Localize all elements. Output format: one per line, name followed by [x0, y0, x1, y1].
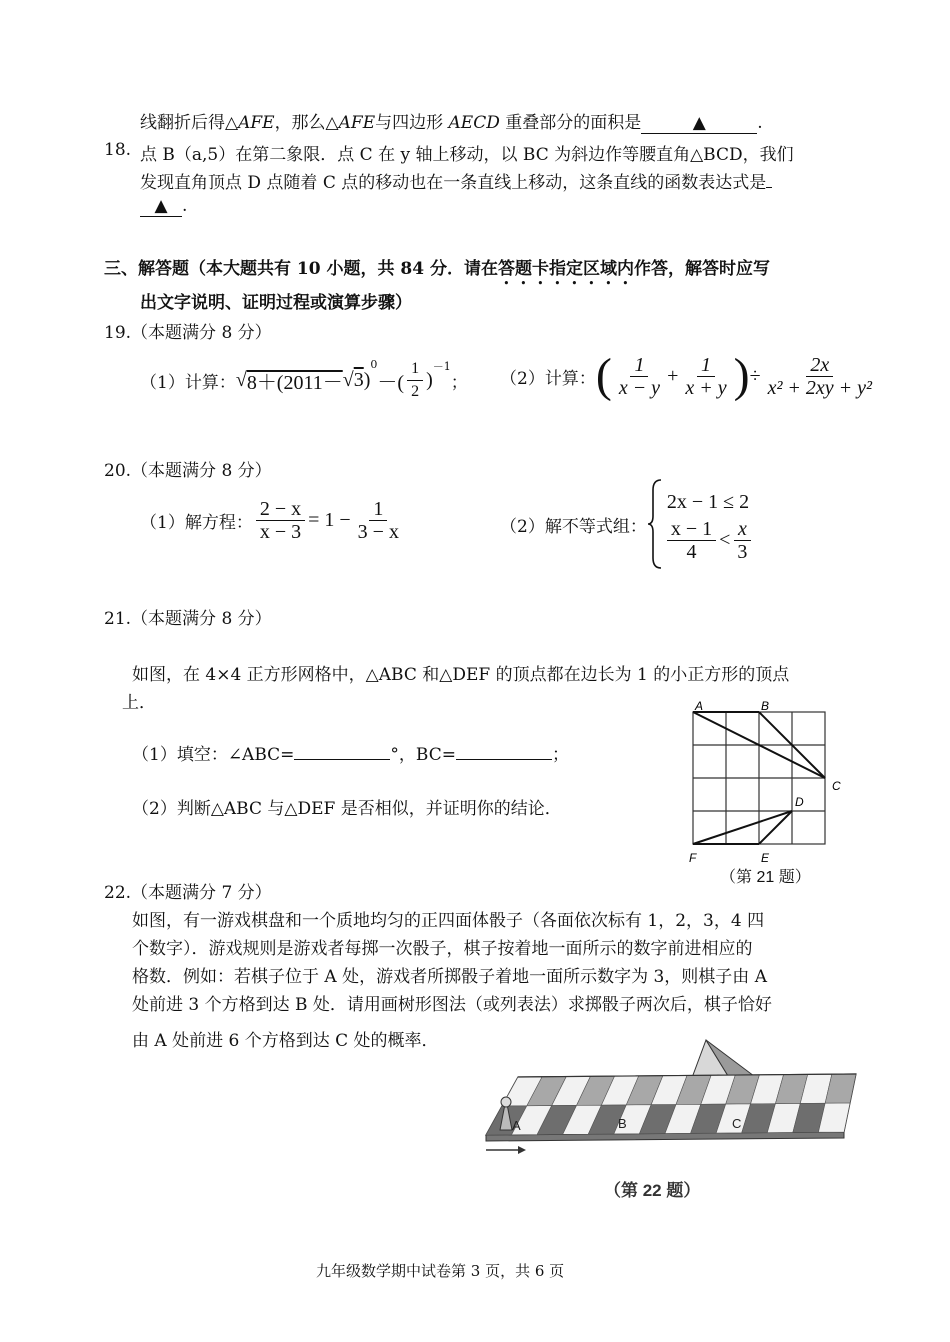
q20-p1-f2-num: 1: [369, 498, 387, 521]
q18-number: 18.: [104, 140, 132, 160]
q20-p2-g-num: x: [734, 518, 751, 541]
section-3-title-a: 三、解答题（本大题共有 10 小题，共 84 分．请在: [104, 259, 498, 279]
q20-p2-ineq-2: [667, 518, 755, 563]
q18-line-1: 点 B（a,5）在第二象限．点 C 在 y 轴上移动，以 BC 为斜边作等腰直角△BCD，我们: [140, 145, 794, 165]
q22-game-board-figure: [478, 1032, 858, 1162]
q19-p1-half: [407, 358, 423, 403]
q21-grid-figure: [685, 700, 845, 868]
q21-label-b: B: [761, 700, 770, 713]
q19-p1-label: （1）计算：: [140, 373, 236, 393]
q21-angle-blank: [294, 759, 390, 760]
q19-p2-f2-num: 1: [697, 354, 715, 377]
q21-part-1: [132, 740, 569, 765]
q20-p1-f2-den: 3 − x: [357, 521, 399, 543]
q18-blank-mark: ▲: [154, 196, 168, 216]
q19-p2-plus: +: [667, 364, 679, 387]
q17-text-c: 与四边形: [375, 113, 449, 133]
q22-line-2: 个数字）．游戏规则是游戏者每掷一次骰子，棋子按着地一面所示的数字前进相应的: [132, 939, 753, 959]
q21-label-c: C: [832, 779, 841, 793]
q19-p1-expr-c: ): [363, 369, 371, 391]
q20-p1-frac-1: [256, 498, 305, 543]
q18-blank-start: [766, 187, 772, 188]
q18-line-2-text: 发现直角顶点 D 点随着 C 点的移动也在一条直线上移动，这条直线的函数表达式是: [140, 173, 767, 193]
q18-line-3: [140, 196, 187, 217]
q21-figure-caption: （第 21 题）: [720, 869, 811, 886]
q17-text-d: 重叠部分的面积是: [499, 113, 642, 133]
q22-figure-caption: （第 22 题）: [604, 1181, 701, 1200]
q19-part-2: [500, 349, 879, 402]
q20-p2-frac-1: [667, 518, 716, 563]
q21-p1-c: ；: [551, 745, 569, 765]
section-3-title-b: 作答，解答时应写: [634, 259, 770, 279]
q19-p2-frac-2: [681, 354, 730, 399]
q19-p1-close: ): [426, 369, 433, 391]
q19-p2-frac-3: [764, 354, 877, 399]
q19-part-1: [140, 358, 468, 403]
paren-close-icon: ): [733, 349, 750, 402]
q20-p2-f-num: x − 1: [667, 518, 716, 541]
q18-end: .: [182, 196, 188, 216]
q21-part-2: （2）判断△ABC 与△DEF 是否相似，并证明你的结论．: [132, 799, 562, 819]
q20-p1-f1-num: 2 − x: [256, 498, 305, 521]
paren-open-icon: (: [595, 349, 612, 402]
q17-afe-2: AFE: [338, 113, 376, 133]
q20-p1-eq: = 1 −: [308, 509, 351, 531]
q20-part-1: [140, 498, 406, 543]
q19-p1-end: ；: [450, 373, 468, 393]
board-label-b: B: [618, 1116, 627, 1131]
q20-p2-f-den: 4: [686, 540, 697, 563]
sqrt-icon: √: [235, 369, 247, 391]
q20-p1-f1-den: x − 3: [259, 521, 302, 543]
q20-p2-frac-2: [733, 518, 751, 563]
q21-label-d: D: [795, 795, 804, 809]
q18-line-2: [140, 168, 772, 193]
q19-header: 19.（本题满分 8 分）: [104, 323, 272, 343]
q22-line-5: 由 A 处前进 6 个方格到达 C 处的概率．: [132, 1031, 439, 1051]
q19-p1-expr-a: 8＋(2011－: [246, 372, 343, 394]
q19-p2-div: ÷: [749, 364, 761, 387]
q20-p1-frac-2: [354, 498, 403, 543]
q17-answer-blank: [641, 113, 757, 134]
q19-p2-frac-1: [615, 354, 664, 399]
board-label-a: A: [512, 1118, 521, 1133]
brace-icon: [647, 478, 663, 570]
page-footer: 九年级数学期中试卷第 3 页，共 6 页: [316, 1262, 565, 1280]
q17-aecd: AECD: [448, 113, 500, 133]
q21-p1-a: （1）填空：∠ABC=: [132, 745, 295, 765]
q17-text-a: 线翻折后得△: [140, 113, 239, 133]
q20-p2-label: （2）解不等式组：: [500, 516, 647, 537]
q17-end: .: [757, 113, 763, 133]
q21-label-e: E: [761, 851, 770, 865]
q17-afe-1: AFE: [238, 113, 275, 133]
q20-p2-g-den: 3: [737, 540, 748, 563]
direction-arrow-icon: [486, 1146, 526, 1154]
q21-header: 21.（本题满分 8 分）: [104, 609, 272, 629]
q19-p2-f2-den: x + y: [685, 376, 727, 399]
q21-p1-b: °，BC=: [390, 745, 456, 765]
q22-line-1: 如图，有一游戏棋盘和一个质地均匀的正四面体骰子（各面依次标有 1，2，3，4 四: [132, 911, 765, 931]
section-3-title: [104, 254, 770, 289]
q19-p2-f3-num: 2x: [806, 354, 833, 377]
q19-p2-label: （2）计算：: [500, 368, 596, 389]
q20-p1-label: （1）解方程：: [140, 513, 253, 533]
q19-p2-f1-num: 1: [630, 354, 648, 377]
q21-intro-line-2: 上．: [122, 693, 156, 713]
q17-text-b: ，那么△: [274, 113, 339, 133]
q22-line-4: 处前进 3 个方格到达 B 处．请用画树形图法（或列表法）求掷骰子两次后，棋子恰好: [132, 995, 772, 1015]
q21-label-f: F: [689, 851, 697, 865]
board-label-c: C: [732, 1116, 742, 1131]
q19-p2-f3-den: x² + 2xy + y²: [767, 376, 873, 399]
section-3-title-line-2: 出文字说明、证明过程或演算步骤）: [140, 293, 412, 313]
q19-p1-exp-neg-one: －1: [432, 360, 451, 373]
q20-p2-ineq-1: 2x − 1 ≤ 2: [666, 490, 750, 513]
q21-bc-blank: [456, 759, 552, 760]
q22-line-3: 格数．例如：若棋子位于 A 处，游戏者所掷骰子着地一面所示数字为 3，则棋子由 A: [132, 967, 767, 987]
q19-p1-half-num: 1: [407, 358, 423, 381]
q20-part-2: [500, 478, 754, 570]
q19-p1-half-den: 2: [411, 383, 420, 400]
q21-label-a: A: [695, 700, 704, 713]
q19-p1-minus: －(: [377, 372, 405, 394]
q17-blank-mark: ▲: [692, 113, 706, 133]
q20-header: 20.（本题满分 8 分）: [104, 461, 272, 481]
q20-p2-system: [667, 486, 755, 563]
q20-p2-lt: <: [719, 528, 731, 551]
q18-answer-blank: [140, 196, 182, 217]
sqrt-icon: √: [342, 369, 354, 391]
q19-p2-f1-den: x − y: [618, 376, 661, 399]
q19-p1-exp-zero: 0: [370, 358, 378, 371]
section-3-title-dotted: 答题卡指定区域内: [498, 259, 634, 279]
q17-tail-line: [140, 108, 763, 134]
q21-intro-line-1: 如图，在 4×4 正方形网格中，△ABC 和△DEF 的顶点都在边长为 1 的小正方形的顶点: [132, 665, 790, 685]
q22-header: 22.（本题满分 7 分）: [104, 883, 272, 903]
q19-p1-expr-b: 3: [353, 369, 364, 391]
board-cells: [486, 1074, 856, 1135]
